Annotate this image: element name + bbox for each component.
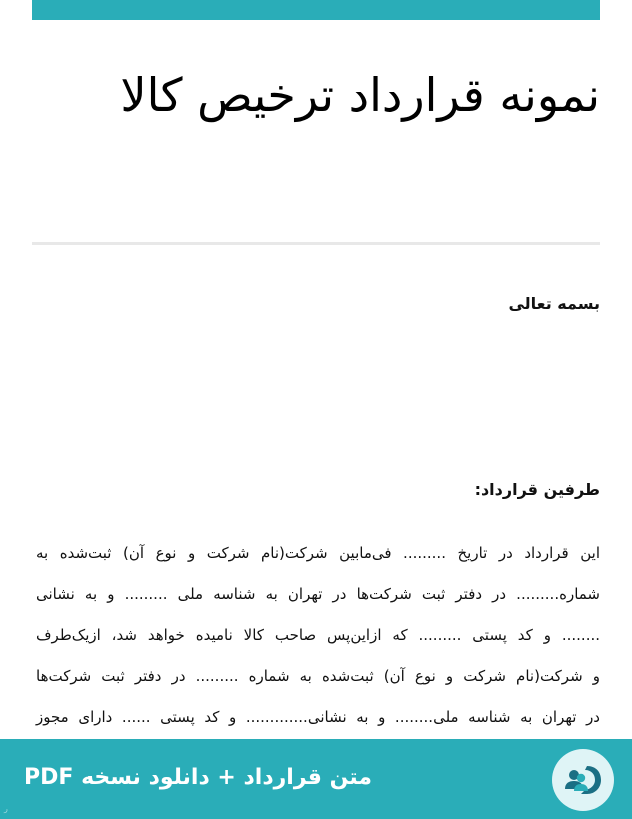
page-title: نمونه قرارداد ترخیص کالا: [120, 68, 600, 122]
cta-label: متن قرارداد + دانلود نسخه PDF: [24, 765, 372, 790]
users-chat-icon: [552, 749, 614, 811]
section-heading-parties: طرفین قرارداد:: [474, 480, 600, 499]
title-divider: [32, 242, 600, 245]
body-line: شماره......... در دفتر ثبت شرکت‌ها در تهران به شناسه ملی ......... و به نشانی: [36, 585, 600, 603]
body-line: در تهران به شناسه ملی........ و به نشانی............. و کد پستی ...... دارای مجوز: [36, 708, 600, 726]
top-accent-bar: [32, 0, 600, 20]
users-chat-icon-graphic: [563, 760, 603, 800]
body-line: این قرارداد در تاریخ ......... فی‌مابین شرکت(نام شرکت و نوع آن) ثبت‌شده به: [36, 544, 600, 562]
invocation-heading: بسمه تعالی: [508, 294, 600, 313]
download-cta-banner[interactable]: [0, 739, 632, 819]
body-line: و شرکت(نام شرکت و نوع آن) ثبت‌شده به شماره ......... در دفتر ثبت شرکت‌ها: [36, 667, 600, 685]
body-line: ........ و کد پستی ......... که ازاین‌پس صاحب کالا نامیده خواهد شد، ازیک‌طرف: [36, 626, 600, 644]
contract-body: [36, 533, 600, 738]
corner-mark: ر: [4, 804, 8, 813]
